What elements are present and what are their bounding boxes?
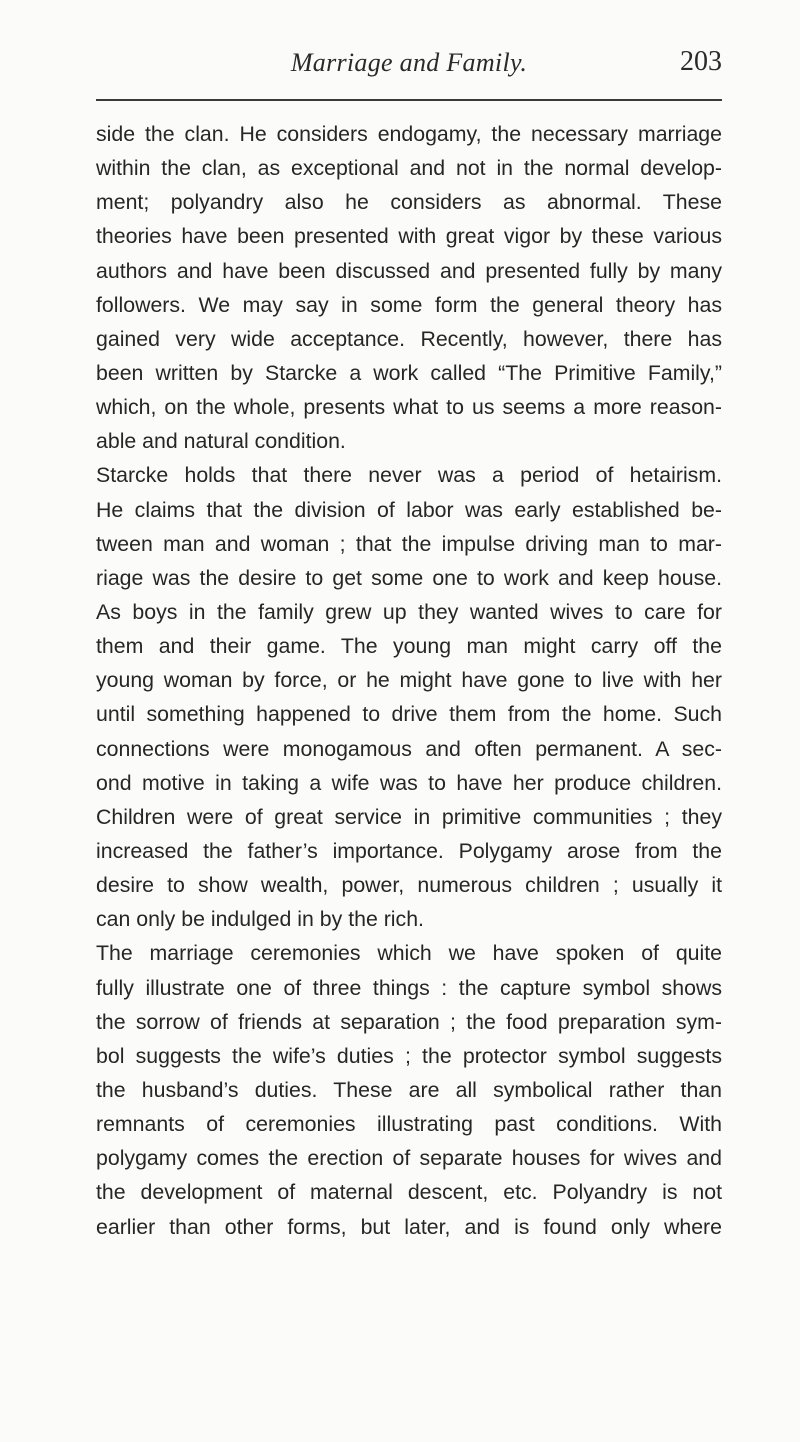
text-line: connections were monogamous and often permanent. A sec- bbox=[96, 736, 722, 761]
text-line: gained very wide acceptance. Recently, however, there has bbox=[96, 326, 722, 351]
page-number: 203 bbox=[680, 46, 722, 77]
text-line: ond motive in taking a wife was to have her produce children. bbox=[96, 770, 722, 795]
text-line: the husband’s duties. These are all symbolical rather than bbox=[96, 1077, 722, 1102]
text-line: desire to show wealth, power, numerous children ; usually it bbox=[96, 873, 722, 898]
text-line: Children were of great service in primitive communities ; they bbox=[96, 804, 722, 829]
text-line: authors and have been discussed and presented fully by many bbox=[96, 258, 722, 283]
text-line: fully illustrate one of three things : the capture symbol shows bbox=[96, 975, 722, 1000]
text-line: ment; polyandry also he considers as abnormal. These bbox=[96, 190, 722, 215]
text-line: the development of maternal descent, etc. Polyandry is not bbox=[96, 1180, 722, 1205]
text-line: followers. We may say in some form the general theory has bbox=[96, 292, 722, 317]
running-head bbox=[96, 44, 722, 90]
text-line: theories have been presented with great vigor by these various bbox=[96, 224, 722, 249]
text-line: earlier than other forms, but later, and is found only where bbox=[96, 1214, 722, 1239]
text-line: which, on the whole, presents what to us seems a more reason- bbox=[96, 395, 722, 420]
text-line: riage was the desire to get some one to work and keep house. bbox=[96, 565, 722, 590]
text-line: increased the father’s importance. Polygamy arose from the bbox=[96, 838, 722, 863]
text-line: He claims that the division of labor was early established be- bbox=[96, 497, 722, 522]
text-line: bol suggests the wife’s duties ; the protector symbol suggests bbox=[96, 1043, 722, 1068]
text-line: polygamy comes the erection of separate houses for wives and bbox=[96, 1146, 722, 1171]
running-title: Marriage and Family. bbox=[290, 48, 528, 77]
text-line: Starcke holds that there never was a period of hetairism. bbox=[96, 463, 722, 488]
text-line: the sorrow of friends at separation ; the food preparation sym- bbox=[96, 1009, 722, 1034]
text-line: able and natural condition. bbox=[96, 429, 346, 454]
text-line: tween man and woman ; that the impulse driving man to mar- bbox=[96, 531, 722, 556]
text-line: until something happened to drive them from the home. Such bbox=[96, 702, 722, 727]
text-line: can only be indulged in by the rich. bbox=[96, 907, 424, 932]
body-text bbox=[96, 117, 722, 1244]
header-rule bbox=[96, 99, 722, 101]
text-line: within the clan, as exceptional and not in the normal develop- bbox=[96, 156, 722, 181]
text-line: As boys in the family grew up they wanted wives to care for bbox=[96, 599, 722, 624]
text-line: remnants of ceremonies illustrating past conditions. With bbox=[96, 1112, 722, 1137]
text-line: young woman by force, or he might have gone to live with her bbox=[96, 668, 722, 693]
text-line: The marriage ceremonies which we have spoken of quite bbox=[96, 941, 722, 966]
text-line: side the clan. He considers endogamy, the necessary marriage bbox=[96, 122, 722, 146]
text-line: been written by Starcke a work called “The Primitive Family,” bbox=[96, 360, 722, 385]
text-line: them and their game. The young man might carry off the bbox=[96, 634, 722, 659]
